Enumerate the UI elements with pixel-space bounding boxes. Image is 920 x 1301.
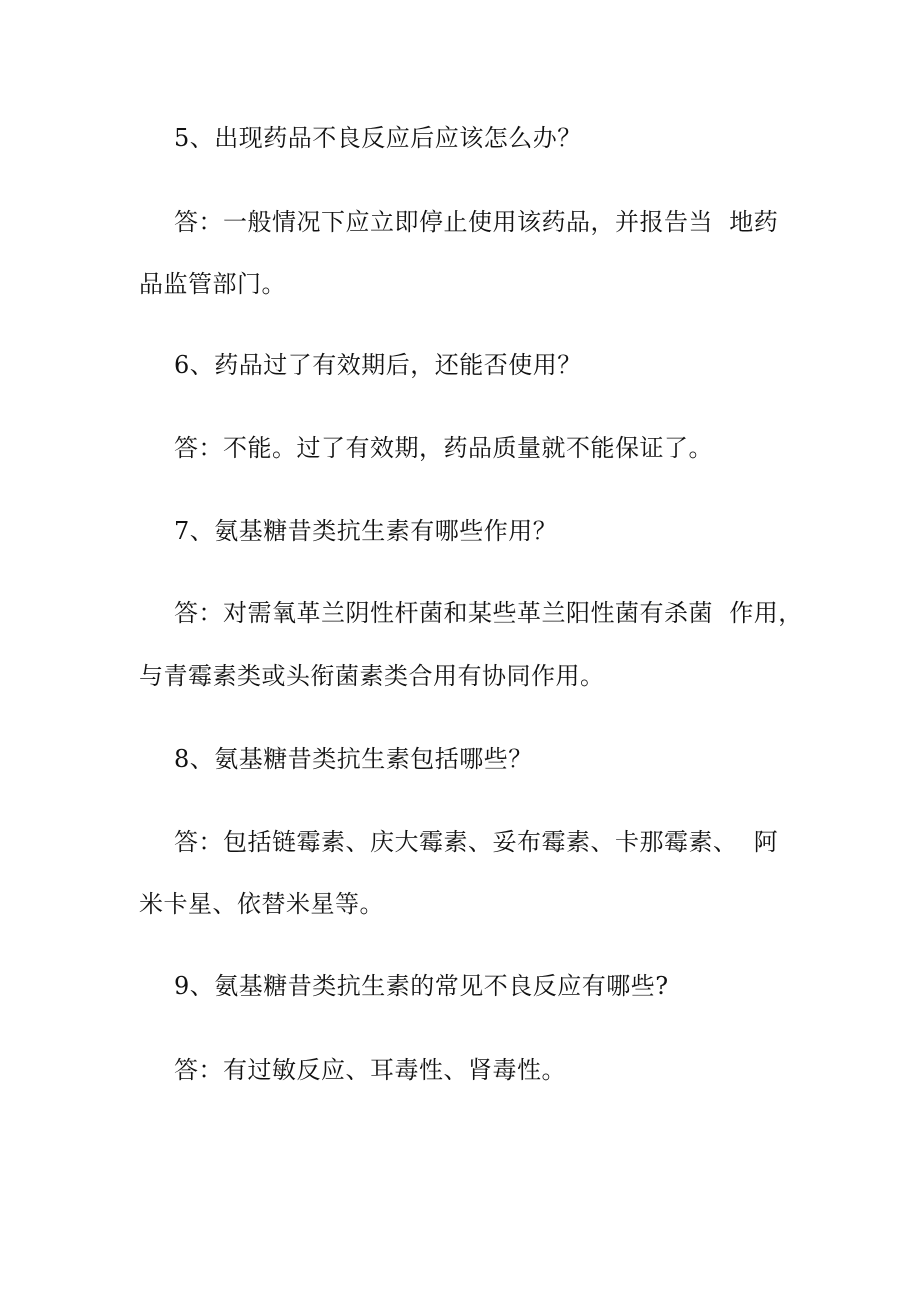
- question-8: 8、氨基糖昔类抗生素包括哪些？: [174, 745, 533, 773]
- question-9: 9、氨基糖昔类抗生素的常见不良反应有哪些?: [174, 972, 669, 1000]
- answer-5-line-2: 品监管部门。: [139, 270, 286, 298]
- question-7: 7、氨基糖昔类抗生素有哪些作用？: [174, 517, 558, 545]
- answer-7-line-1: 答：对需氧革兰阴性杆菌和某些革兰阳性菌有杀菌 作用，: [174, 599, 803, 627]
- answer-8-line-1: 答：包括链霉素、庆大霉素、妥布霉素、卡那霉素、 阿: [174, 828, 779, 856]
- answer-7-line-2: 与青霉素类或头衔菌素类合用有协同作用。: [139, 662, 605, 690]
- question-6: 6、药品过了有效期后，还能否使用？: [174, 351, 582, 379]
- answer-9-line-1: 答：有过敏反应、耳毒性、肾毒性。: [174, 1056, 566, 1084]
- answer-8-line-2: 米卡星、依替米星等。: [139, 890, 384, 918]
- answer-6-line-1: 答：不能。过了有效期，药品质量就不能保证了。: [174, 434, 713, 462]
- answer-5-line-1: 答：一般情况下应立即停止使用该药品，并报告当 地药: [174, 208, 779, 236]
- question-5: 5、出现药品不良反应后应该怎么办？: [174, 124, 582, 152]
